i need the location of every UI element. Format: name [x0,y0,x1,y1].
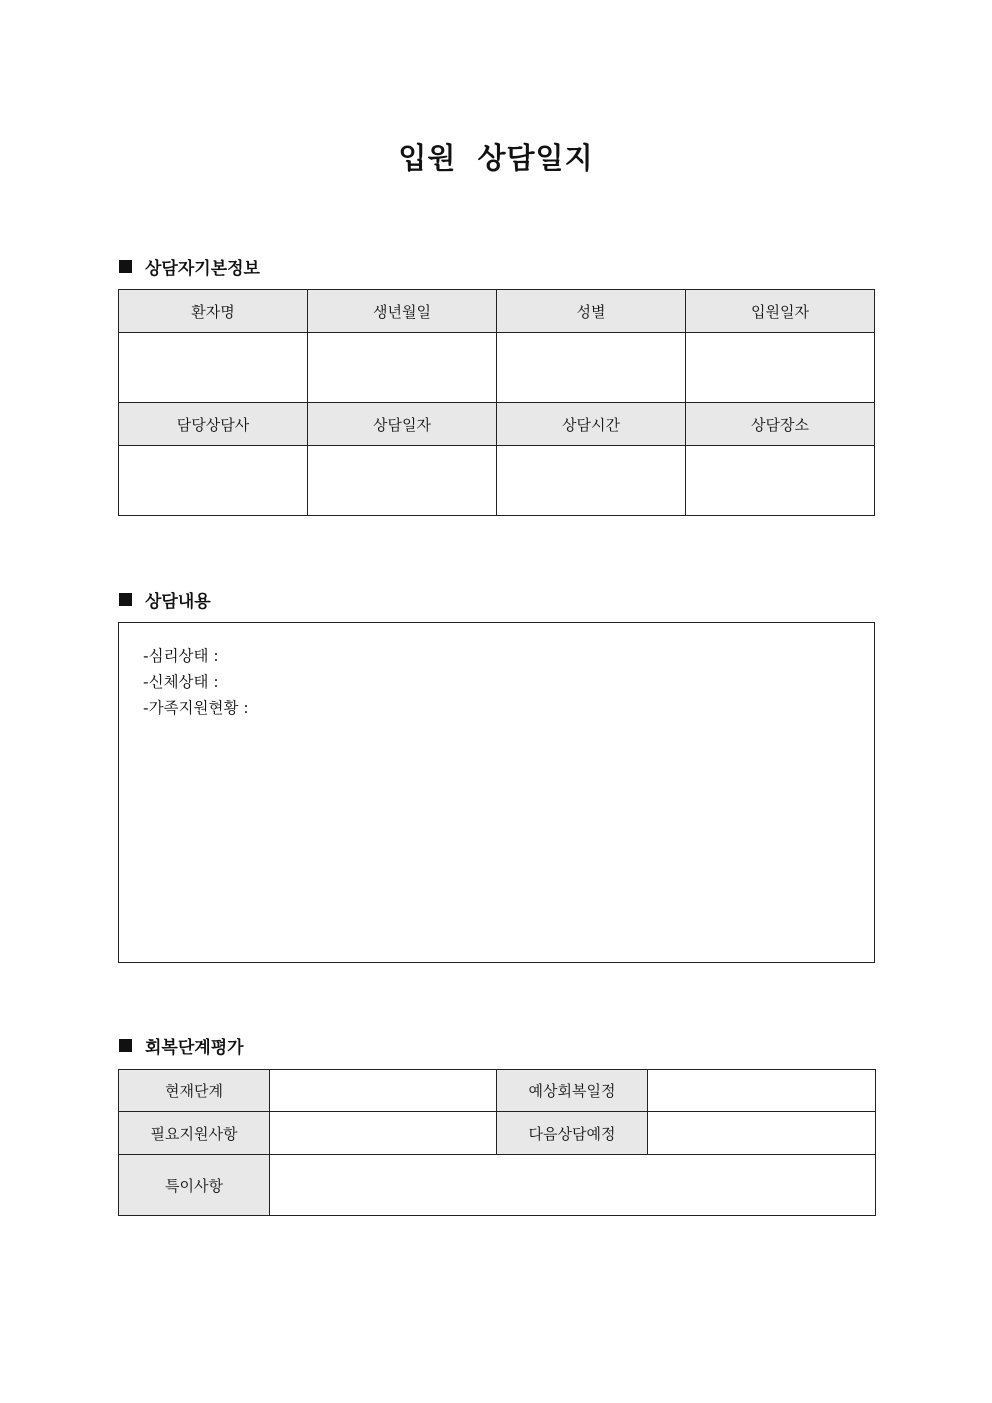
admission-date-field[interactable] [686,333,875,403]
label-next-counsel: 다음상담예정 [497,1112,648,1155]
black-square-icon [119,1039,132,1052]
black-square-icon [119,593,132,606]
label-needed-support: 필요지원사항 [119,1112,270,1155]
physical-state-line: -신체상태 : [143,673,219,691]
table-row [119,1155,876,1216]
header-counsel-date: 상담일자 [308,403,497,446]
black-square-icon [119,260,132,273]
counsel-date-field[interactable] [308,446,497,516]
table-row [119,1112,876,1155]
patient-name-field[interactable] [119,333,308,403]
header-gender: 성별 [497,290,686,333]
special-notes-field[interactable] [270,1155,876,1216]
counselor-field[interactable] [119,446,308,516]
label-expected-recovery: 예상회복일정 [497,1070,648,1112]
section-heading-label: 상담내용 [145,592,211,612]
header-counsel-time: 상담시간 [497,403,686,446]
birth-date-field[interactable] [308,333,497,403]
table-row [119,403,875,446]
section-heading-recovery-eval [119,1033,244,1058]
table-row [119,1070,876,1112]
table-row [119,446,875,516]
section-heading-basic-info [119,254,260,279]
psychological-state-line: -심리상태 : [143,647,219,665]
header-admission-date: 입원일자 [686,290,875,333]
current-stage-field[interactable] [270,1070,497,1112]
header-birth-date: 생년월일 [308,290,497,333]
section-heading-label: 상담자기본정보 [145,259,260,279]
expected-recovery-field[interactable] [648,1070,876,1112]
needed-support-field[interactable] [270,1112,497,1155]
gender-field[interactable] [497,333,686,403]
counsel-place-field[interactable] [686,446,875,516]
counsel-time-field[interactable] [497,446,686,516]
header-counsel-place: 상담장소 [686,403,875,446]
table-row [119,333,875,403]
recovery-eval-table [118,1069,876,1216]
family-support-line: -가족지원현황 : [143,699,249,717]
section-heading-label: 회복단계평가 [145,1038,244,1058]
next-counsel-field[interactable] [648,1112,876,1155]
header-patient-name: 환자명 [119,290,308,333]
basic-info-table [118,289,875,516]
label-special-notes: 특이사항 [119,1155,270,1216]
label-current-stage: 현재단계 [119,1070,270,1112]
section-heading-counsel-content [119,587,211,612]
header-counselor: 담당상담사 [119,403,308,446]
page-title: 입원 상담일지 [398,141,594,175]
table-row [119,290,875,333]
counsel-content-box[interactable] [118,622,875,963]
